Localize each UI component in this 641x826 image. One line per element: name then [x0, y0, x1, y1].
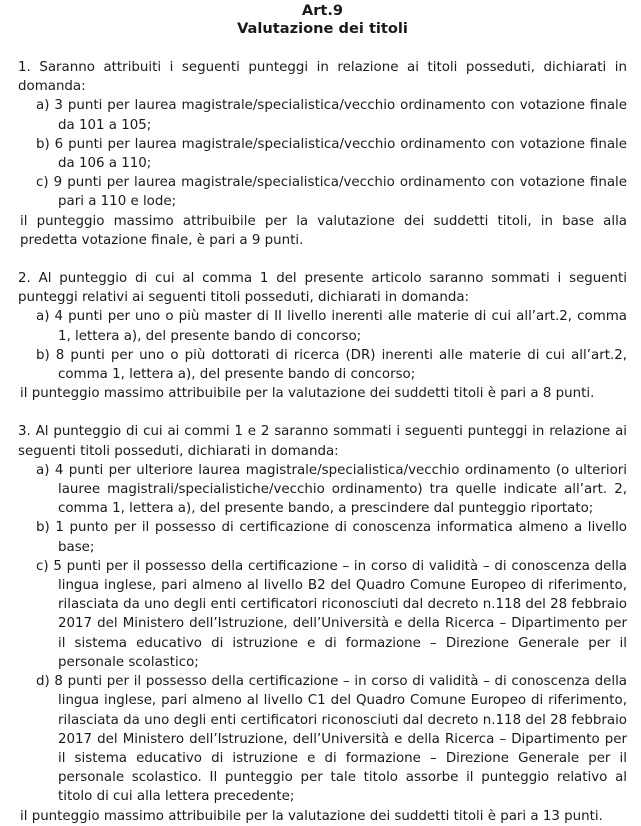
list-item: b) 8 punti per uno o più dottorati di ricerca (DR) inerenti alle materie di cui all’art.2, comma 1, lettera a), del presente bando di concorso; — [36, 347, 627, 383]
list-item: c) 5 punti per il possesso della certificazione – in corso di validità – di conoscenza della lingua inglese, pari almeno al livello B2 del Quadro Comune Europeo di riferimento, rilasciata da uno degli enti certificatori riconosciuti dal decreto n.118 del 28 febbraio 2017 del Ministero dell’Istruzione, dell’Università e della Ricerca – Dipartimento per il sistema educativo di istruzione e di formazione – Direzione Generale per il personale scolastico; — [36, 558, 627, 670]
section-2 — [18, 269, 627, 403]
list-item: a) 3 punti per laurea magistrale/specialistica/vecchio ordinamento con votazione finale da 101 a 105; — [36, 98, 627, 133]
section-closing: il punteggio massimo attribuibile per la valutazione dei suddetti titoli è pari a 8 punti. — [20, 386, 595, 402]
list-item: b) 6 punti per laurea magistrale/specialistica/vecchio ordinamento con votazione finale da 106 a 110; — [36, 136, 627, 172]
list-item: b) 1 punto per il possesso di certificazione di conoscenza informatica almeno a livello base; — [36, 520, 627, 555]
section-intro: 3. Al punteggio di cui ai commi 1 e 2 saranno sommati i seguenti punteggi in relazione ai seguenti titoli posseduti, dichiarati in domanda: — [18, 424, 627, 459]
section-closing: il punteggio massimo attribuibile per la valutazione dei suddetti titoli è pari a 13 punti. — [20, 808, 603, 824]
section-3 — [18, 422, 627, 825]
section-closing: il punteggio massimo attribuibile per la valutazione dei suddetti titoli, in base alla predetta votazione finale, è pari a 9 punti. — [20, 213, 627, 248]
section-intro: 1. Saranno attribuiti i seguenti punteggi in relazione ai titoli posseduti, dichiarati in domanda: — [18, 60, 627, 95]
article-number: Art.9 — [301, 2, 344, 19]
article-title: Valutazione dei titoli — [237, 20, 408, 37]
list-item: d) 8 punti per il possesso della certificazione – in corso di validità – di conoscenza della lingua inglese, pari almeno al livello C1 del Quadro Comune Europeo di riferimento, rilasciata da uno degli enti certificatori riconosciuti dal decreto n.118 del 28 febbraio 2017 del Ministero dell’Istruzione, dell’Università e della Ricerca – Dipartimento per il sistema educativo di istruzione e di formazione – Direzione Generale per il personale scolastico. Il punteggio per tale titolo assorbe il punteggio relativo al titolo di cui alla lettera precedente; — [36, 674, 627, 805]
section-1 — [18, 58, 627, 250]
list-item: a) 4 punti per ulteriore laurea magistrale/specialistica/vecchio ordinamento (o ulteriori lauree magistrali/specialistiche/vecchio ordinamento) tra quelle indicate all’art. 2, comma 1, lettera a), del presente bando, a prescindere dal punteggio riportato; — [36, 462, 627, 517]
article-heading — [18, 2, 627, 38]
section-intro: 2. Al punteggio di cui al comma 1 del presente articolo saranno sommati i seguenti punteggi relativi ai seguenti titoli posseduti, dichiarati in domanda: — [18, 271, 627, 306]
list-item: a) 4 punti per uno o più master di II livello inerenti alle materie di cui all’art.2, comma 1, lettera a), del presente bando di concorso; — [36, 309, 627, 344]
list-item: c) 9 punti per laurea magistrale/specialistica/vecchio ordinamento con votazione finale pari a 110 e lode; — [36, 175, 627, 210]
